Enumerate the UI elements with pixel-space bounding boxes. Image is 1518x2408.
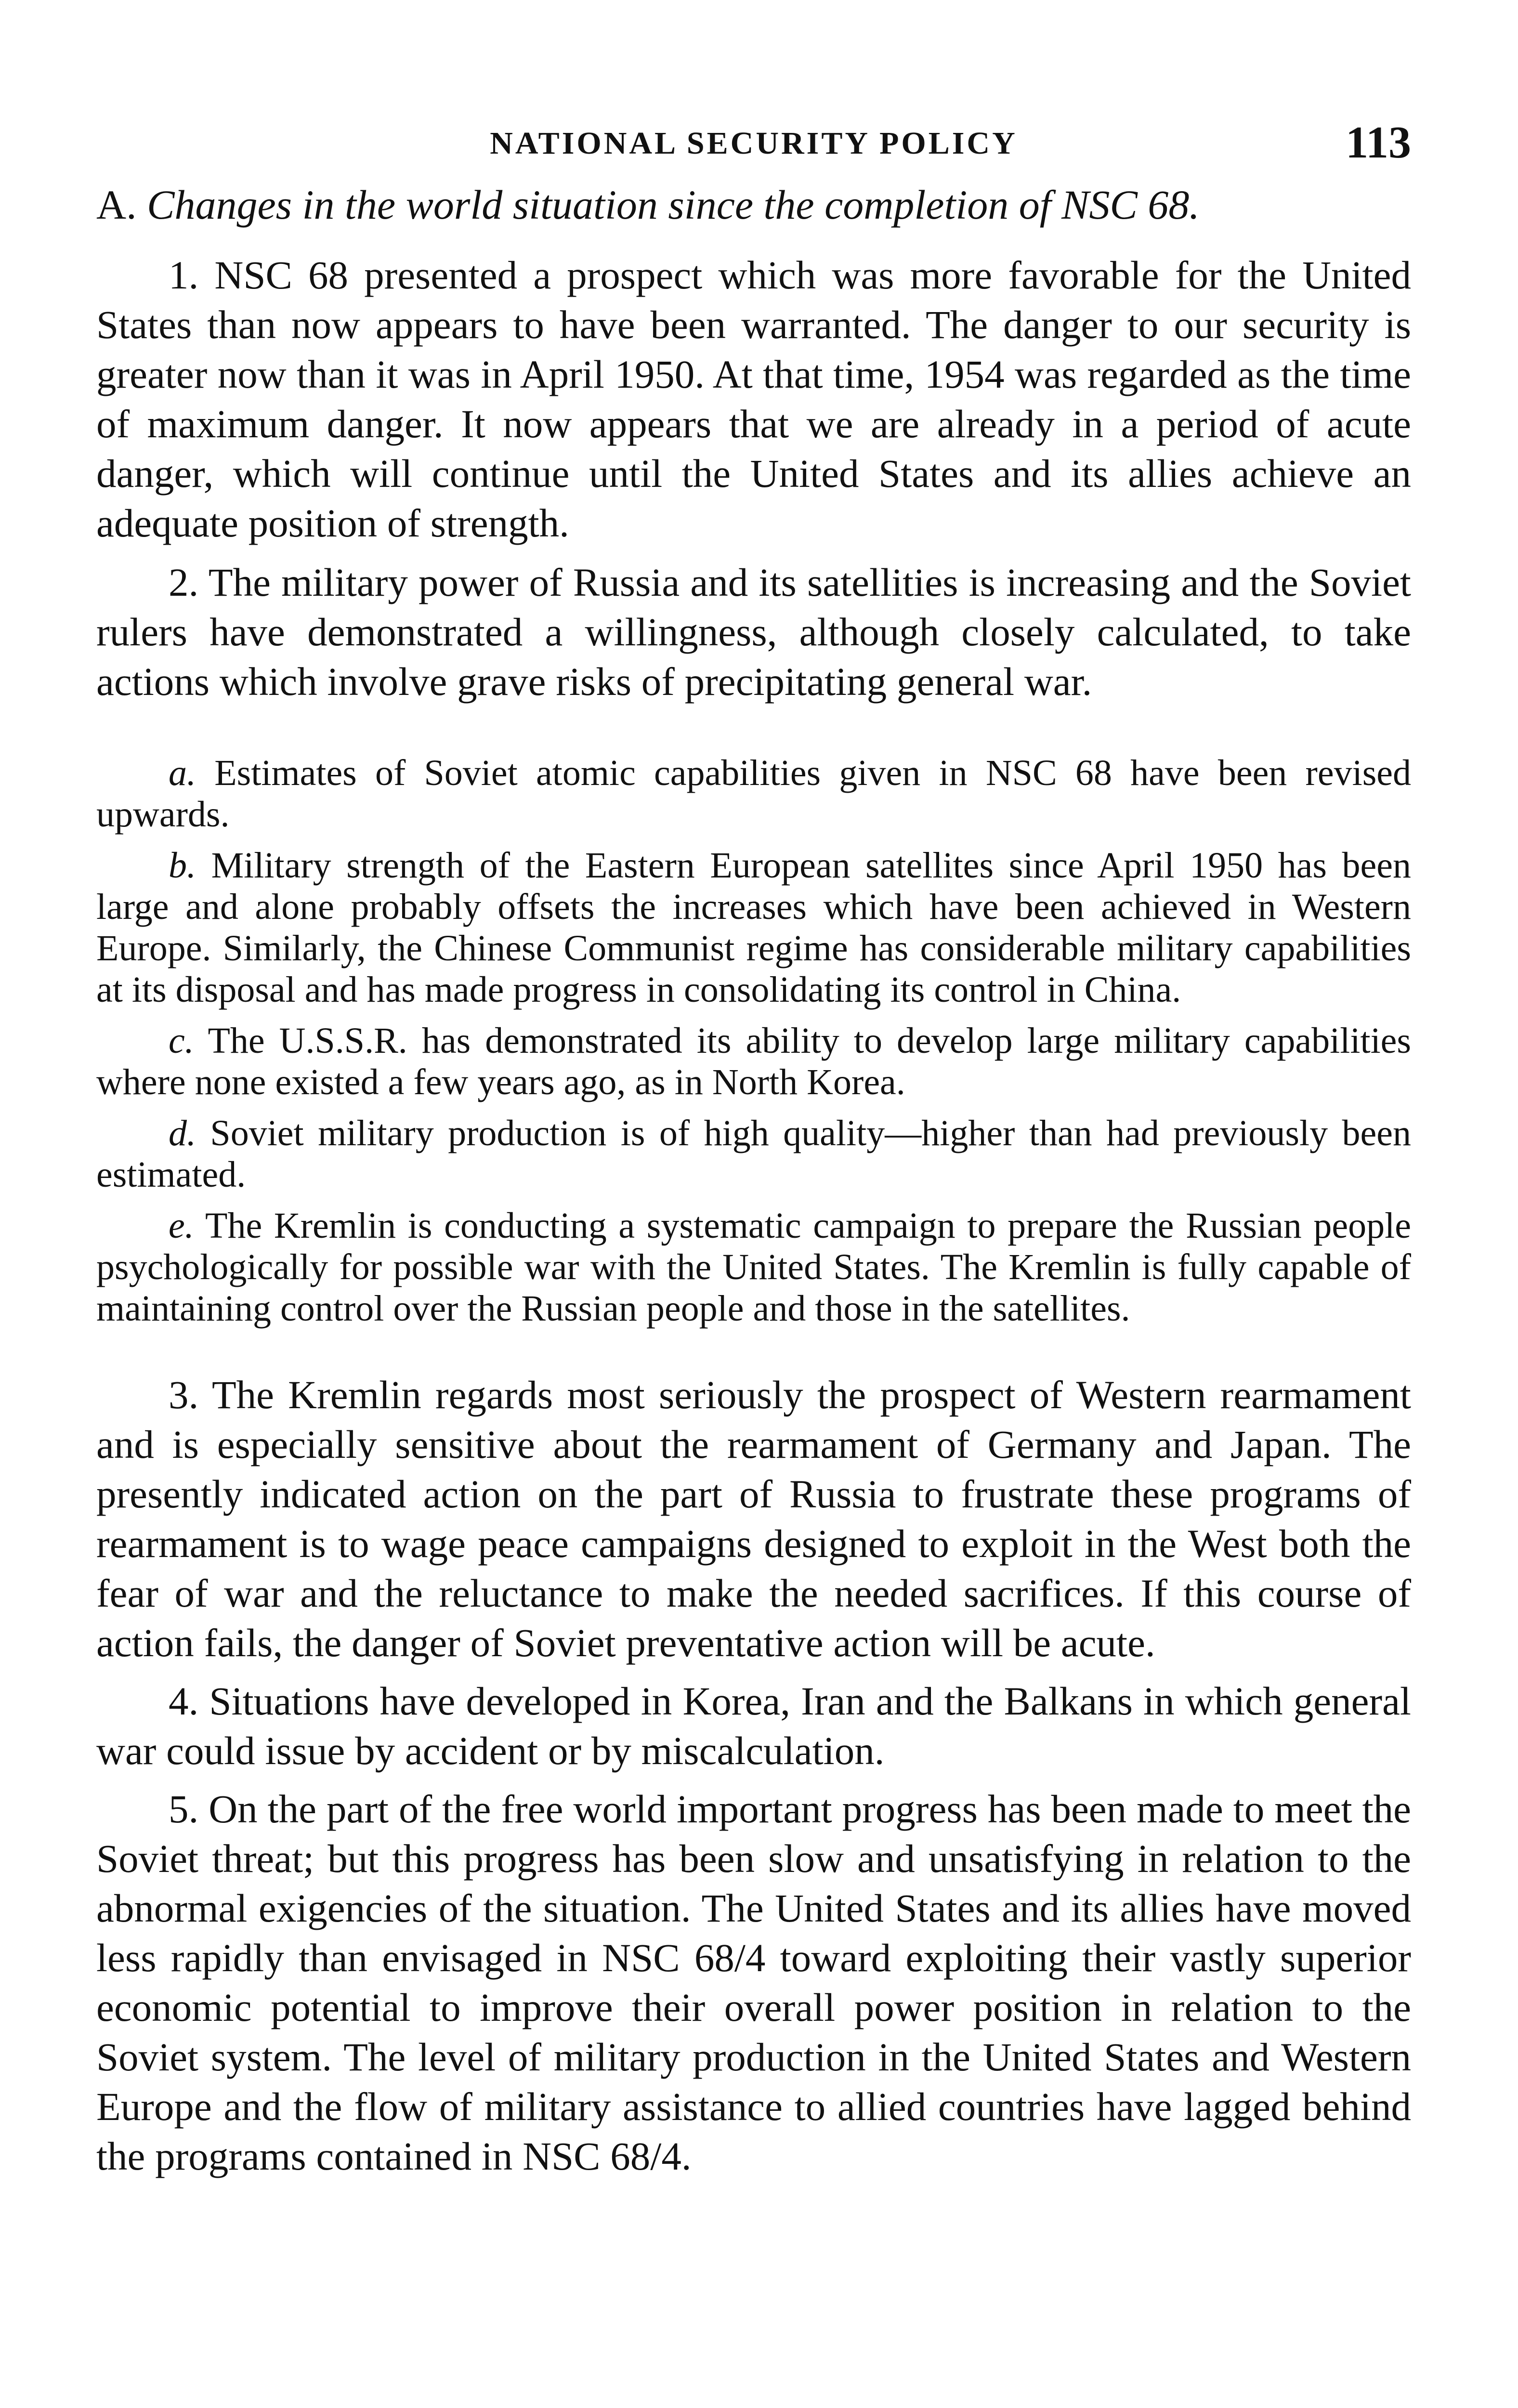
subparagraph-text: Soviet military production is of high quality—higher than had previously been estimated. [96,1113,1411,1195]
section-heading [96,178,1411,231]
document-page [96,111,1411,2190]
running-header [96,111,1411,178]
paragraph-3 [96,1370,1411,1668]
subparagraph-c [96,1020,1411,1103]
running-title: NATIONAL SECURITY POLICY [490,126,1018,161]
subparagraph-list [96,752,1411,1329]
subparagraph-letter: d. [169,1113,196,1153]
subparagraph-letter: b. [169,845,196,886]
paragraph-1 [96,250,1411,548]
paragraph-number: 4. [169,1679,199,1723]
subparagraph-e [96,1205,1411,1329]
subparagraph-letter: e. [169,1205,194,1246]
paragraph-4 [96,1676,1411,1776]
subparagraph-text: Estimates of Soviet atomic capabilities given in NSC 68 have been revised upwards. [96,753,1412,835]
subparagraph-letter: a. [169,753,196,793]
subparagraph-b [96,845,1411,1010]
subparagraph-text: The U.S.S.R. has demonstrated its ability to develop large military capabilities where none existed a few years ago, as in North Korea. [96,1021,1411,1102]
section-letter: A. [96,182,137,228]
paragraph-text: Situations have developed in Korea, Iran and the Balkans in which general war could issue by accident or by miscalculation. [96,1679,1411,1773]
paragraph-text: On the part of the free world important progress has been made to meet the Soviet threat; but this progress has been slow and unsatisfying in relation to the abnormal exigencies of the situation. The United States and its allies have moved less rapidly than envisaged in NSC 68/4 toward exploiting their vastly superior economic potential to improve their overall power position in relation to the Soviet system. The level of military production in the United States and Western Europe and the flow of military assistance to allied countries have lagged behind the programs contained in NSC 68/4. [96,1787,1411,2178]
subparagraph-text: The Kremlin is conducting a systematic campaign to prepare the Russian people psychologically for possible war with the United States. The Kremlin is fully capable of maintaining control over the Russian people and those in the satellites. [96,1205,1411,1329]
paragraph-text: The Kremlin regards most seriously the prospect of Western rearmament and is especially sensitive about the rearmament of Germany and Japan. The presently indicated action on the part of Russia to frustrate these programs of rearmament is to wage peace campaigns designed to exploit in the West both the fear of war and the reluctance to make the needed sacrifices. If this course of action fails, the danger of Soviet preventative action will be acute. [96,1373,1411,1665]
section-title: Changes in the world situation since the completion of NSC 68. [147,182,1200,228]
paragraph-number: 1. [169,253,199,297]
page-number: 113 [1346,118,1411,168]
subparagraph-letter: c. [169,1021,194,1061]
paragraph-text: NSC 68 presented a prospect which was more favorable for the United States than now appears to have been warranted. The danger to our security is greater now than it was in April 1950. At that time, 1954 was regarded as the time of maximum danger. It now appears that we are already in a period of acute danger, which will continue until the United States and its allies achieve an adequate position of strength. [96,253,1412,545]
paragraph-2 [96,558,1411,707]
subparagraph-a [96,752,1411,835]
paragraph-text: The military power of Russia and its satellities is increasing and the Soviet rulers have demonstrated a willingness, although closely calculated, to take actions which involve grave risks of precipitating general war. [96,560,1411,704]
paragraph-5 [96,1784,1411,2181]
subparagraph-d [96,1112,1411,1195]
paragraph-number: 3. [169,1373,199,1417]
paragraph-number: 2. [169,560,199,604]
subparagraph-text: Military strength of the Eastern European satellites since April 1950 has been large and alone probably offsets the increases which have been achieved in Western Europe. Similarly, the Chinese Communist regime has considerable military capabilities at its disposal and has made progress in consolidating its control in China. [96,845,1411,1010]
paragraph-number: 5. [169,1787,199,1831]
